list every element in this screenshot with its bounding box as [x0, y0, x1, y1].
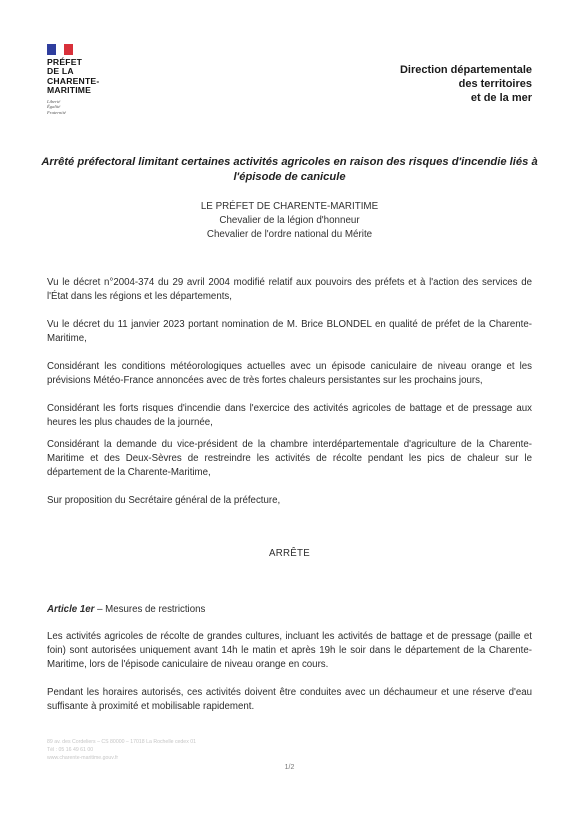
page-footer — [47, 738, 196, 762]
prefet-title-line: LE PRÉFET DE CHARENTE-MARITIME — [200, 201, 379, 212]
prefecture-name-line: CHARENTE- — [47, 75, 100, 86]
republic-motto — [47, 99, 127, 116]
article-separator: – — [94, 604, 106, 615]
considerant-paragraph: Considérant les forts risques d'incendie dans l'exercice des activités agricoles de battage et de pressage aux heures les plus chaudes de la journée, — [47, 403, 532, 428]
considerant-paragraph: Sur proposition du Secrétaire général de la préfecture, — [47, 495, 281, 506]
motto-line: Fraternité — [47, 109, 66, 115]
article-number: Article 1er — [47, 604, 95, 615]
considerant-paragraph: Vu le décret n°2004-374 du 29 avril 2004 modifié relatif aux pouvoirs des préfets et à l'action des services de l'État dans les régions et les départements, — [47, 277, 532, 302]
issuing-direction — [400, 63, 532, 105]
prefet-title-line: Chevalier de la légion d'honneur — [219, 215, 360, 226]
considerant-paragraph: Considérant les conditions météorologiques actuelles avec un épisode caniculaire de niveau orange et les prévisions Météo-France annoncées avec de très fortes chaleurs persistantes sur les prochains jours, — [47, 361, 532, 386]
motto-line: Égalité — [47, 104, 61, 110]
article-heading — [47, 604, 205, 615]
arrete-heading: ARRÊTE — [268, 548, 311, 559]
prefecture-name-line: MARITIME — [47, 85, 92, 96]
prefecture-name — [47, 58, 127, 96]
footer-line: Tél : 05 16 49 61 00 — [47, 747, 94, 753]
considerant-paragraph: Considérant la demande du vice-président de la chambre interdépartementale d'agriculture de la Charente-Maritime et des Deux-Sèvres de restreindre les activités de récolte pendant les pics de chaleur sur le département de la Charente-Maritime, — [47, 439, 532, 478]
considerant-paragraph: Vu le décret du 11 janvier 2023 portant nomination de M. Brice BLONDEL en qualité de préfet de la Charente-Maritime, — [47, 319, 532, 344]
footer-line: 89 av. des Cordeliers – CS 80000 – 17018 La Rochelle cedex 01 — [47, 739, 196, 745]
article-title: Mesures de restrictions — [105, 604, 206, 615]
document-title: Arrêté préfectoral limitant certaines activités agricoles en raison des risques d'incendie liés à l'épisode de canicule — [41, 156, 538, 183]
prefecture-name-line: DE LA — [47, 66, 74, 77]
direction-line: des territoires — [458, 78, 532, 90]
prefecture-name-line: PRÉFET — [47, 57, 83, 67]
direction-line: et de la mer — [470, 92, 532, 104]
article-paragraph: Les activités agricoles de récolte de grandes cultures, incluant les activités de battage et de pressage (paille et foin) sont autorisées uniquement avant 14h le matin et après 19h le soir dans le département de la Charente-Maritime, lors de l'épisode caniculaire de niveau orange en cours. — [47, 631, 532, 670]
prefet-titles — [0, 200, 579, 242]
footer-line: www.charente-maritime.gouv.fr — [47, 755, 119, 761]
motto-line: Liberté — [47, 98, 61, 104]
marianne-flag-icon — [47, 44, 73, 55]
page-number: 1/2 — [284, 764, 295, 771]
prefecture-logo — [47, 44, 127, 115]
prefet-title-line: Chevalier de l'ordre national du Mérite — [206, 229, 373, 240]
direction-line: Direction départementale — [399, 64, 532, 76]
article-paragraph: Pendant les horaires autorisés, ces activités doivent être conduites avec un déchaumeur et une réserve d'eau suffisante à proximité et mobilisable rapidement. — [47, 687, 532, 712]
